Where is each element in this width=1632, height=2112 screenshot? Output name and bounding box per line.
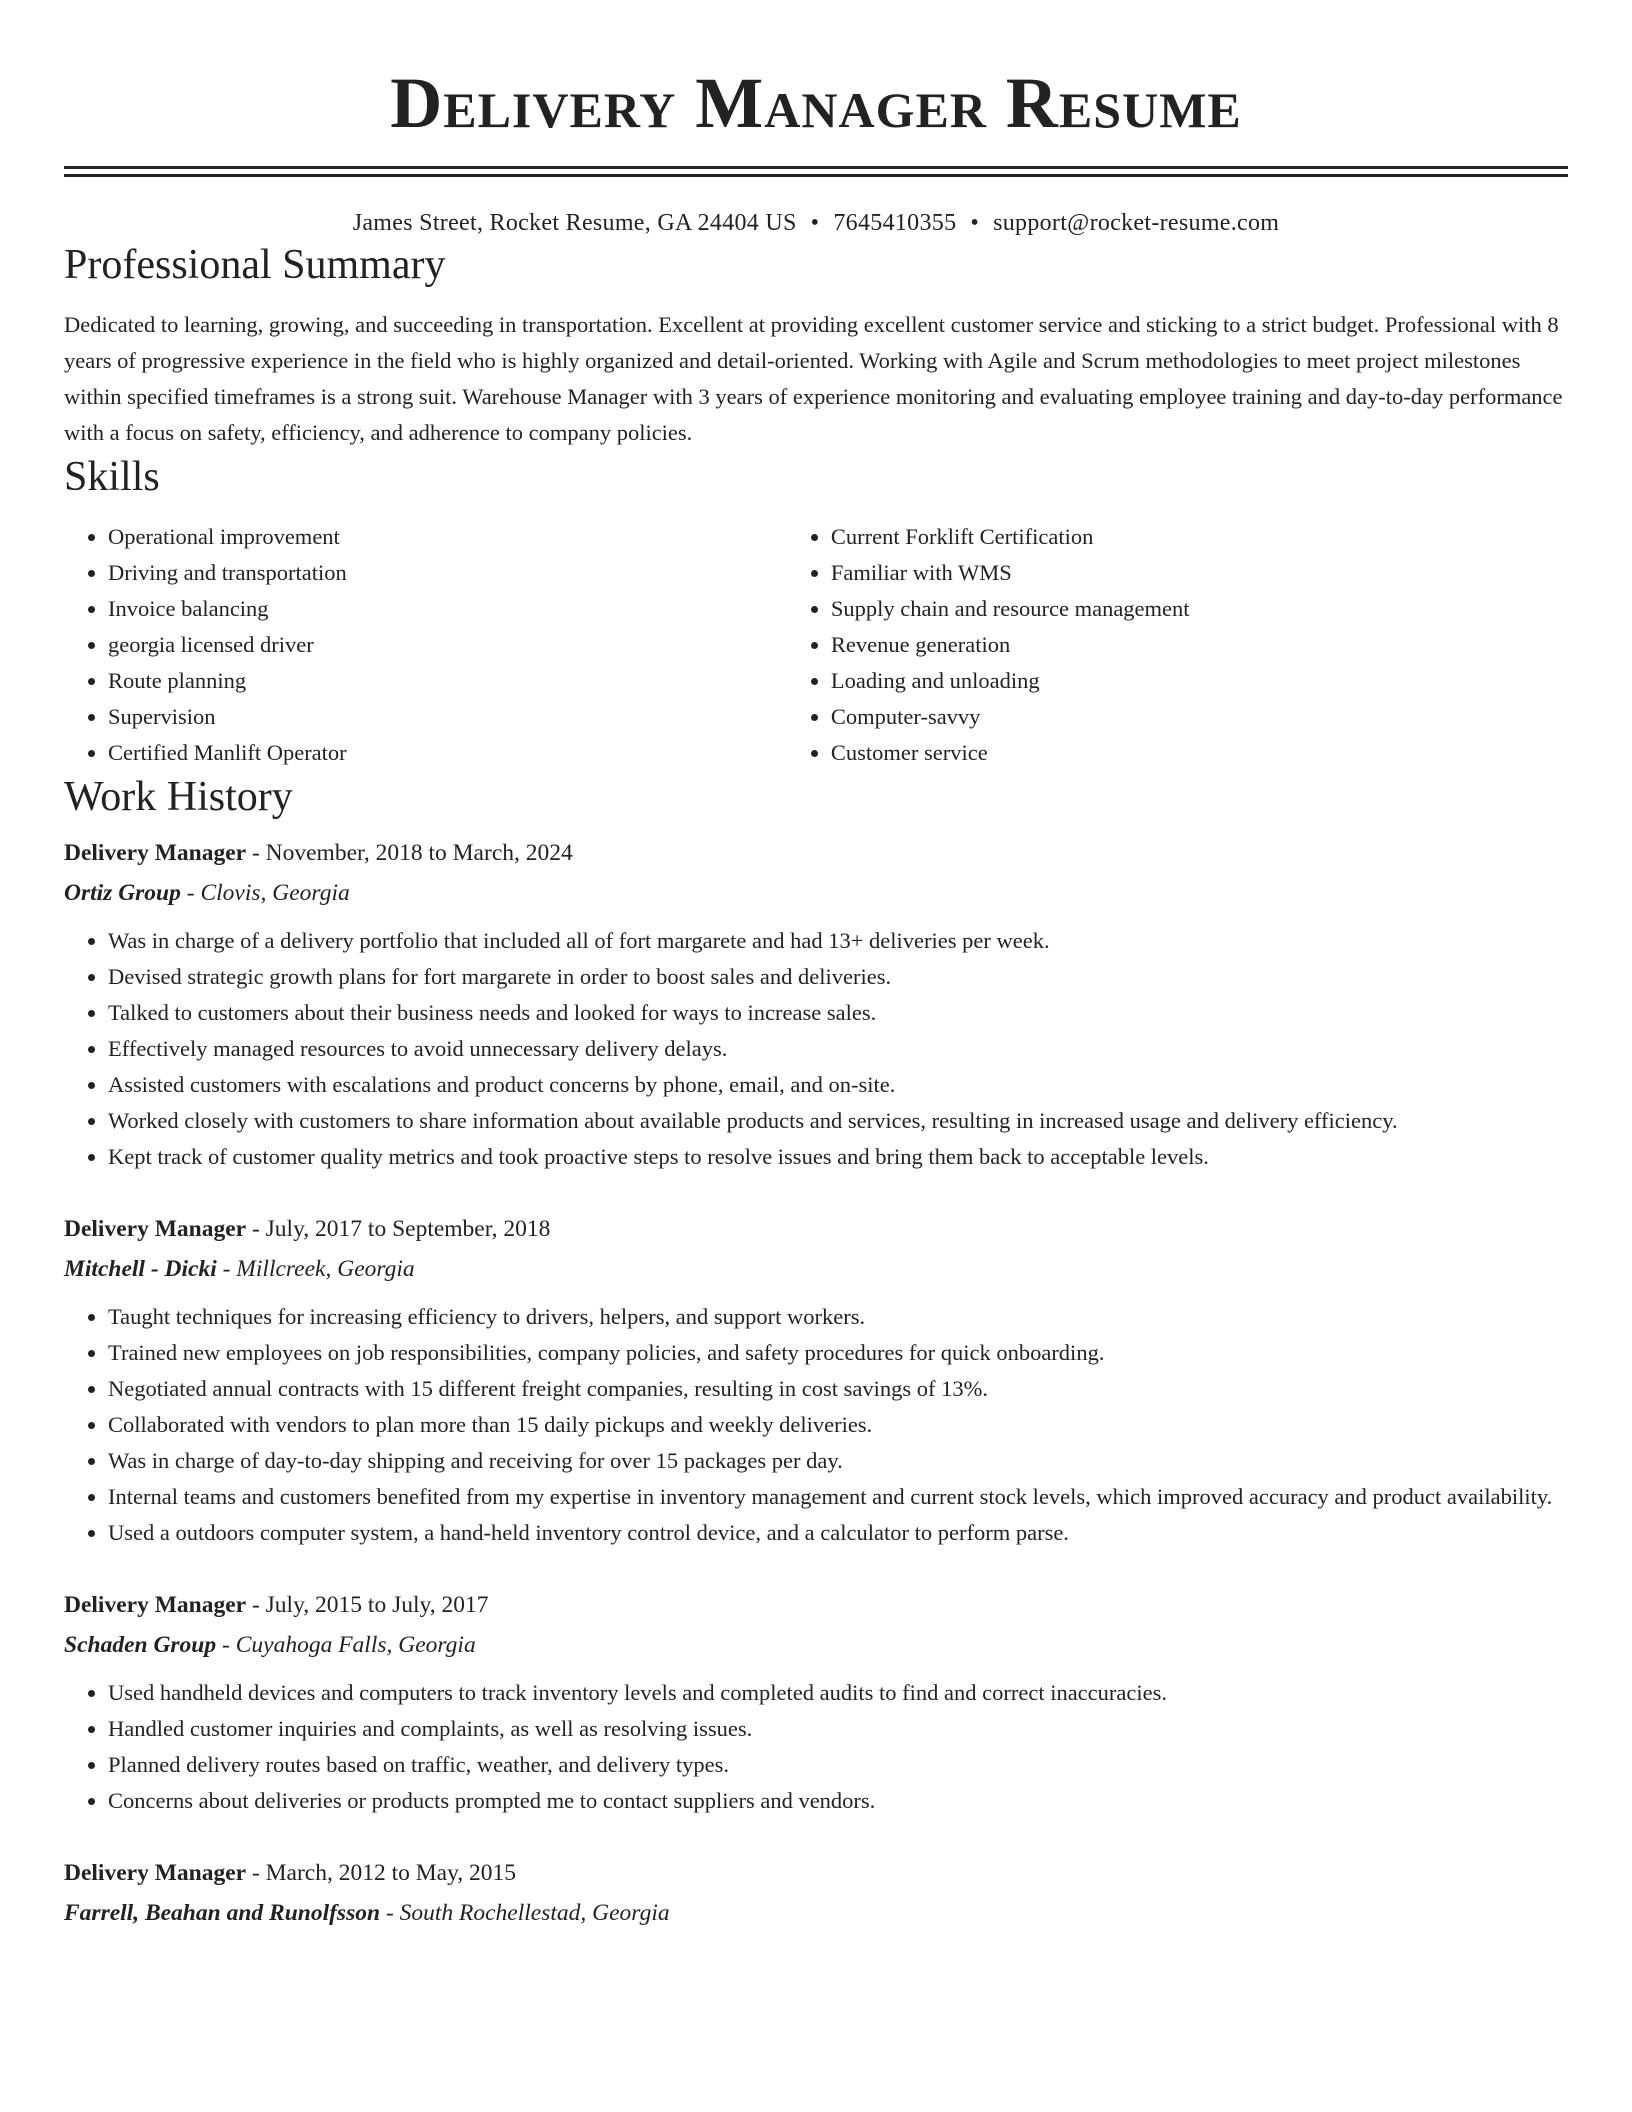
job-bullet: • Trained new employees on job responsibilities, company policies, and safety procedures for quick onboarding.	[108, 1335, 1568, 1371]
job-bullet: • Worked closely with customers to share information about available products and services, resulting in increased usage and delivery efficiency.	[108, 1103, 1568, 1139]
contact-line	[64, 207, 1568, 239]
skill-item: • Familiar with WMS	[831, 555, 1568, 591]
contact-separator: •	[810, 210, 820, 236]
contact-separator: •	[970, 210, 980, 236]
summary-text: Dedicated to learning, growing, and succeeding in transportation. Excellent at providing excellent customer service and sticking to a strict budget. Professional with 8 years of progressive experience in the field who is highly organized and detail-oriented. Working with Agile and Scrum methodologies to meet project milestones within specified timeframes is a strong suit. Warehouse Manager with 3 years of experience monitoring and evaluating employee training and day-to-day performance with a focus on safety, efficiency, and adherence to company policies.	[64, 312, 1563, 445]
skill-item: • georgia licensed driver	[108, 627, 787, 663]
job-bullets	[64, 1299, 1568, 1551]
job-dates: - March, 2012 to May, 2015	[246, 1860, 517, 1886]
job-bullets	[64, 923, 1568, 1175]
skill-item: • Driving and transportation	[108, 555, 787, 591]
work-history-heading: Work History	[64, 774, 293, 820]
job-bullet: • Effectively managed resources to avoid unnecessary delivery delays.	[108, 1031, 1568, 1067]
job-title: Delivery Manager	[64, 1592, 247, 1618]
job-entry	[64, 1585, 1568, 1819]
job-title-line	[64, 1209, 1568, 1249]
job-bullet: • Was in charge of a delivery portfolio that included all of fort margarete and had 13+ deliveries per week.	[108, 923, 1568, 959]
company-line	[64, 1625, 1568, 1665]
job-bullet: • Assisted customers with escalations and product concerns by phone, email, and on-site.	[108, 1067, 1568, 1103]
skills-columns	[64, 519, 1568, 771]
job-title: Delivery Manager	[64, 1216, 247, 1242]
job-bullet: • Concerns about deliveries or products prompted me to contact suppliers and vendors.	[108, 1783, 1568, 1819]
skills-heading: Skills	[64, 454, 160, 500]
contact-address: James Street, Rocket Resume, GA 24404 US	[352, 210, 797, 236]
contact-phone: 7645410355	[833, 210, 957, 236]
skill-item: • Supply chain and resource management	[831, 591, 1568, 627]
company-name: Mitchell - Dicki	[64, 1256, 217, 1282]
job-bullets	[64, 1675, 1568, 1819]
job-bullet: • Planned delivery routes based on traffic, weather, and delivery types.	[108, 1747, 1568, 1783]
job-bullet: • Talked to customers about their business needs and looked for ways to increase sales.	[108, 995, 1568, 1031]
company-location: - Cuyahoga Falls, Georgia	[216, 1632, 476, 1658]
job-bullet: • Collaborated with vendors to plan more than 15 daily pickups and weekly deliveries.	[108, 1407, 1568, 1443]
company-name: Ortiz Group	[64, 880, 181, 906]
title-divider-bottom	[64, 174, 1568, 177]
skill-item: • Revenue generation	[831, 627, 1568, 663]
job-dates: - July, 2015 to July, 2017	[246, 1592, 489, 1618]
job-bullet: • Kept track of customer quality metrics and took proactive steps to resolve issues and bring them back to acceptable levels.	[108, 1139, 1568, 1175]
summary-heading: Professional Summary	[64, 242, 446, 288]
skill-item: • Loading and unloading	[831, 663, 1568, 699]
company-name: Farrell, Beahan and Runolfsson	[64, 1900, 381, 1926]
job-title-line	[64, 1853, 1568, 1893]
job-bullet: • Internal teams and customers benefited from my expertise in inventory management and current stock levels, which improved accuracy and product availability.	[108, 1479, 1568, 1515]
company-line	[64, 873, 1568, 913]
resume-page	[64, 0, 1568, 1933]
job-bullet: • Used a outdoors computer system, a hand-held inventory control device, and a calculator to perform parse.	[108, 1515, 1568, 1551]
job-title: Delivery Manager	[64, 1860, 247, 1886]
job-dates: - November, 2018 to March, 2024	[246, 840, 573, 866]
company-location: - Millcreek, Georgia	[216, 1256, 415, 1282]
job-bullet: • Taught techniques for increasing efficiency to drivers, helpers, and support workers.	[108, 1299, 1568, 1335]
skill-item: • Invoice balancing	[108, 591, 787, 627]
company-location: - Clovis, Georgia	[180, 880, 350, 906]
skills-list-right	[787, 519, 1568, 771]
job-title-line	[64, 1585, 1568, 1625]
job-entry	[64, 1853, 1568, 1933]
skill-item: • Current Forklift Certification	[831, 519, 1568, 555]
company-name: Schaden Group	[64, 1632, 217, 1658]
job-bullet: • Used handheld devices and computers to track inventory levels and completed audits to find and correct inaccuracies.	[108, 1675, 1568, 1711]
skill-item: • Computer-savvy	[831, 699, 1568, 735]
job-entry	[64, 833, 1568, 1175]
skill-item: • Supervision	[108, 699, 787, 735]
job-entry	[64, 1209, 1568, 1551]
job-bullet: • Was in charge of day-to-day shipping and receiving for over 15 packages per day.	[108, 1443, 1568, 1479]
contact-email: support@rocket-resume.com	[993, 210, 1280, 236]
job-bullet: • Handled customer inquiries and complaints, as well as resolving issues.	[108, 1711, 1568, 1747]
skill-item: • Route planning	[108, 663, 787, 699]
job-bullet: • Devised strategic growth plans for fort margarete in order to boost sales and deliveries.	[108, 959, 1568, 995]
job-title-line	[64, 833, 1568, 873]
job-title: Delivery Manager	[64, 840, 247, 866]
skill-item: • Customer service	[831, 735, 1568, 771]
job-dates: - July, 2017 to September, 2018	[246, 1216, 551, 1242]
company-location: - South Rochellestad, Georgia	[380, 1900, 670, 1926]
job-bullet: • Negotiated annual contracts with 15 different freight companies, resulting in cost savings of 13%.	[108, 1371, 1568, 1407]
resume-title: Delivery Manager Resume	[390, 63, 1242, 143]
title-divider-top	[64, 166, 1568, 169]
skill-item: • Operational improvement	[108, 519, 787, 555]
company-line	[64, 1893, 1568, 1933]
company-line	[64, 1249, 1568, 1289]
skill-item: • Certified Manlift Operator	[108, 735, 787, 771]
skills-list-left	[64, 519, 787, 771]
